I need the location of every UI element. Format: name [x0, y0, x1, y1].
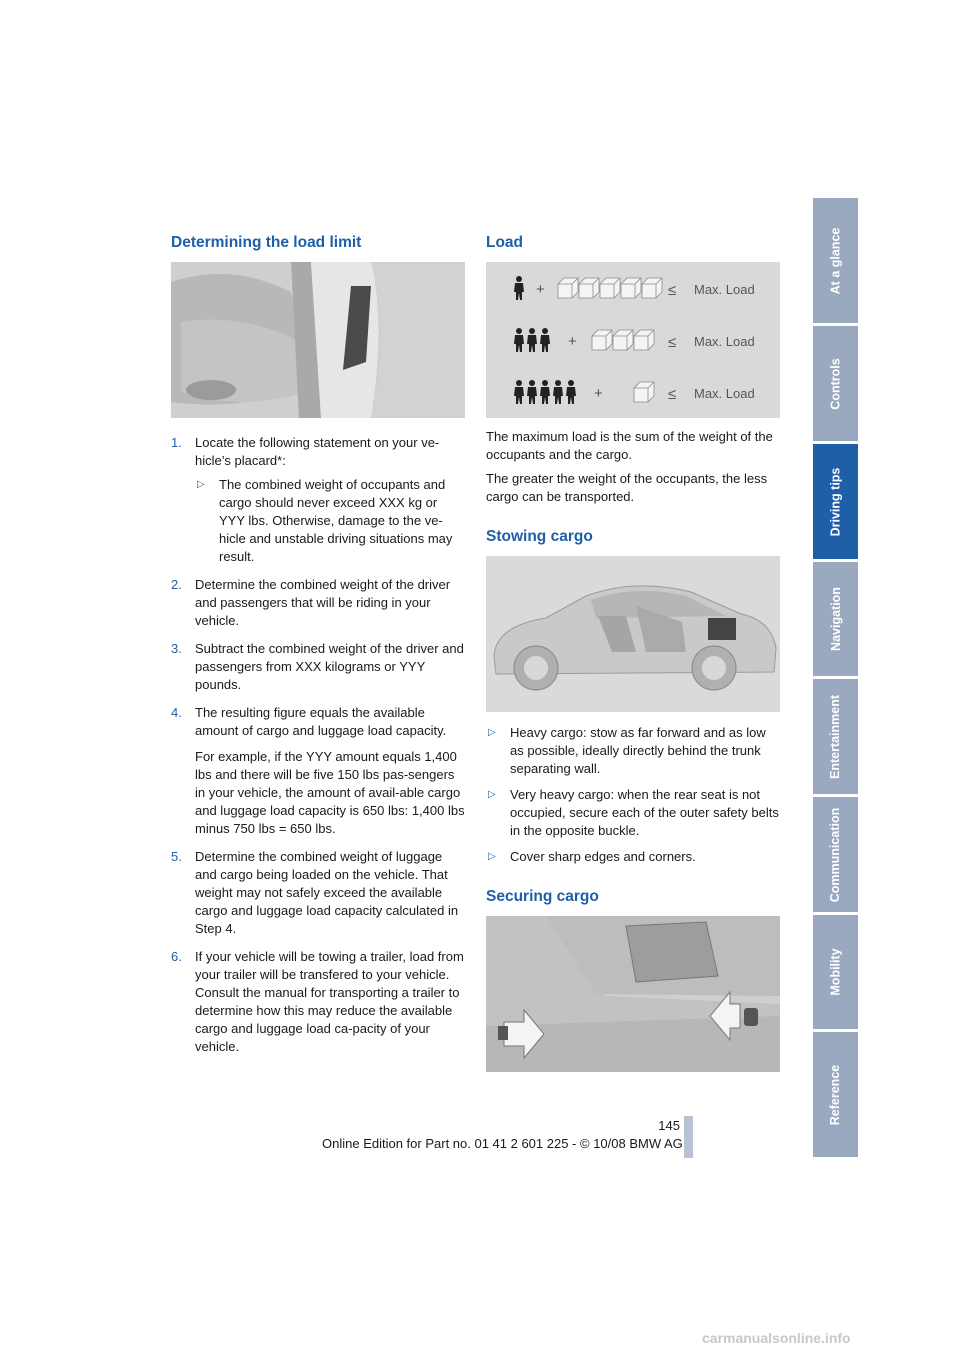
bullet-text: Very heavy cargo: when the rear seat is not occupied, secure each of the outer safety belts in the opposite buckle.: [510, 787, 779, 838]
plus-sign: +: [568, 333, 577, 350]
tab-label: Driving tips: [828, 467, 843, 536]
step-text: Subtract the combined weight of the driver and passengers from XXX kilograms or YYY pounds.: [195, 641, 464, 692]
load-limit-heading: Determining the load limit: [171, 234, 362, 251]
left-column: [171, 234, 465, 1066]
stowing-cargo-heading: Stowing cargo: [486, 528, 593, 545]
tab-mobility[interactable]: [813, 915, 858, 1029]
tab-label: At a glance: [828, 227, 843, 294]
car-cargo-image: [486, 556, 780, 712]
bullet-text: Heavy cargo: stow as far forward and as low as possible, ideally directly behind the trunk separating wall.: [510, 725, 766, 776]
securing-cargo-heading: Securing cargo: [486, 888, 599, 905]
plus-sign: +: [594, 385, 603, 402]
tab-entertainment[interactable]: [813, 679, 858, 794]
step-number: 2.: [171, 577, 182, 592]
step-1: [171, 434, 465, 566]
max-load-label: Max. Load: [694, 282, 755, 297]
step-text: Locate the following statement on your ve-hicle’s placard*:: [195, 435, 440, 468]
step-3: [171, 640, 465, 694]
leq-sign: ≤: [668, 282, 677, 299]
step-number: 5.: [171, 849, 182, 864]
tab-communication[interactable]: [813, 797, 858, 912]
load-paragraph-1: The maximum load is the sum of the weight of the occupants and the cargo.: [486, 429, 773, 462]
right-column: [486, 234, 780, 1072]
list-item: [486, 786, 780, 840]
step-4: [171, 704, 465, 838]
online-edition-note: Online Edition for Part no. 01 41 2 601 225 - © 10/08 BMW AG: [322, 1136, 683, 1151]
bullet-text: Cover sharp edges and corners.: [510, 849, 696, 864]
tab-label: Controls: [828, 357, 843, 410]
max-load-label: Max. Load: [694, 386, 755, 401]
step-text: The resulting figure equals the available amount of cargo and luggage load capacity.: [195, 705, 447, 738]
tab-reference[interactable]: [813, 1032, 858, 1157]
watermark: carmanualsonline.info: [702, 1330, 851, 1346]
tab-label: Mobility: [828, 948, 843, 996]
stowing-bullets: [486, 724, 780, 866]
seat-placard-image: [171, 262, 465, 418]
leq-sign: ≤: [668, 334, 677, 351]
section-tabs: [813, 198, 858, 1160]
step-4-example: For example, if the YYY amount equals 1,400 lbs and there will be five 150 lbs pas-sengers in your vehicle, the amount of avail-able cargo and luggage load capacity is 650 lbs: 1,400 lbs minus 750 lbs = 650 lbs.: [195, 749, 465, 836]
step-5: [171, 848, 465, 938]
list-item: [195, 476, 465, 566]
footer-bar: [684, 1116, 693, 1158]
tab-label: Entertainment: [828, 694, 843, 779]
tab-at-a-glance[interactable]: [813, 198, 858, 323]
triangle-bullet-icon: ▷: [488, 789, 496, 800]
tab-navigation[interactable]: [813, 562, 858, 676]
max-load-label: Max. Load: [694, 334, 755, 349]
tab-driving-tips[interactable]: [813, 444, 858, 559]
step-2: [171, 576, 465, 630]
load-heading: Load: [486, 234, 524, 251]
tab-label: Communication: [828, 807, 843, 902]
step-number: 3.: [171, 641, 182, 656]
tab-controls[interactable]: [813, 326, 858, 441]
bullet-text: The combined weight of occupants and cargo should never exceed XXX kg or YYY lbs. Otherwise, damage to the ve-hicle and unstable driving situations may result.: [219, 477, 453, 564]
load-diagram: [486, 262, 780, 418]
step-6: [171, 948, 465, 1056]
list-item: [486, 848, 780, 866]
triangle-bullet-icon: ▷: [488, 851, 496, 862]
step-text: Determine the combined weight of luggage and cargo being loaded on the vehicle. That weight may not safely exceed the available cargo and luggage load capacity calculated in Step 4.: [195, 849, 459, 936]
page-number: 145: [658, 1118, 680, 1133]
leq-sign: ≤: [668, 386, 677, 403]
step-number: 1.: [171, 435, 182, 450]
tab-label: Reference: [828, 1064, 843, 1125]
trunk-anchor-image: [486, 916, 780, 1072]
load-paragraph-2: The greater the weight of the occupants, the less cargo can be transported.: [486, 471, 768, 504]
triangle-bullet-icon: ▷: [197, 479, 205, 490]
triangle-bullet-icon: ▷: [488, 727, 496, 738]
list-item: [486, 724, 780, 778]
load-limit-steps: [171, 434, 465, 1056]
step-number: 4.: [171, 705, 182, 720]
step-1-bullets: [195, 476, 465, 566]
plus-sign: +: [536, 281, 545, 298]
step-text: If your vehicle will be towing a trailer, load from your trailer will be transfered to your vehicle. Consult the manual for transporting a trailer to determine how this may reduce the available cargo and luggage load ca-pacity of your vehicle.: [195, 949, 464, 1054]
step-number: 6.: [171, 949, 182, 964]
tab-label: Navigation: [828, 587, 843, 651]
step-text: Determine the combined weight of the driver and passengers that will be riding in your vehicle.: [195, 577, 451, 628]
